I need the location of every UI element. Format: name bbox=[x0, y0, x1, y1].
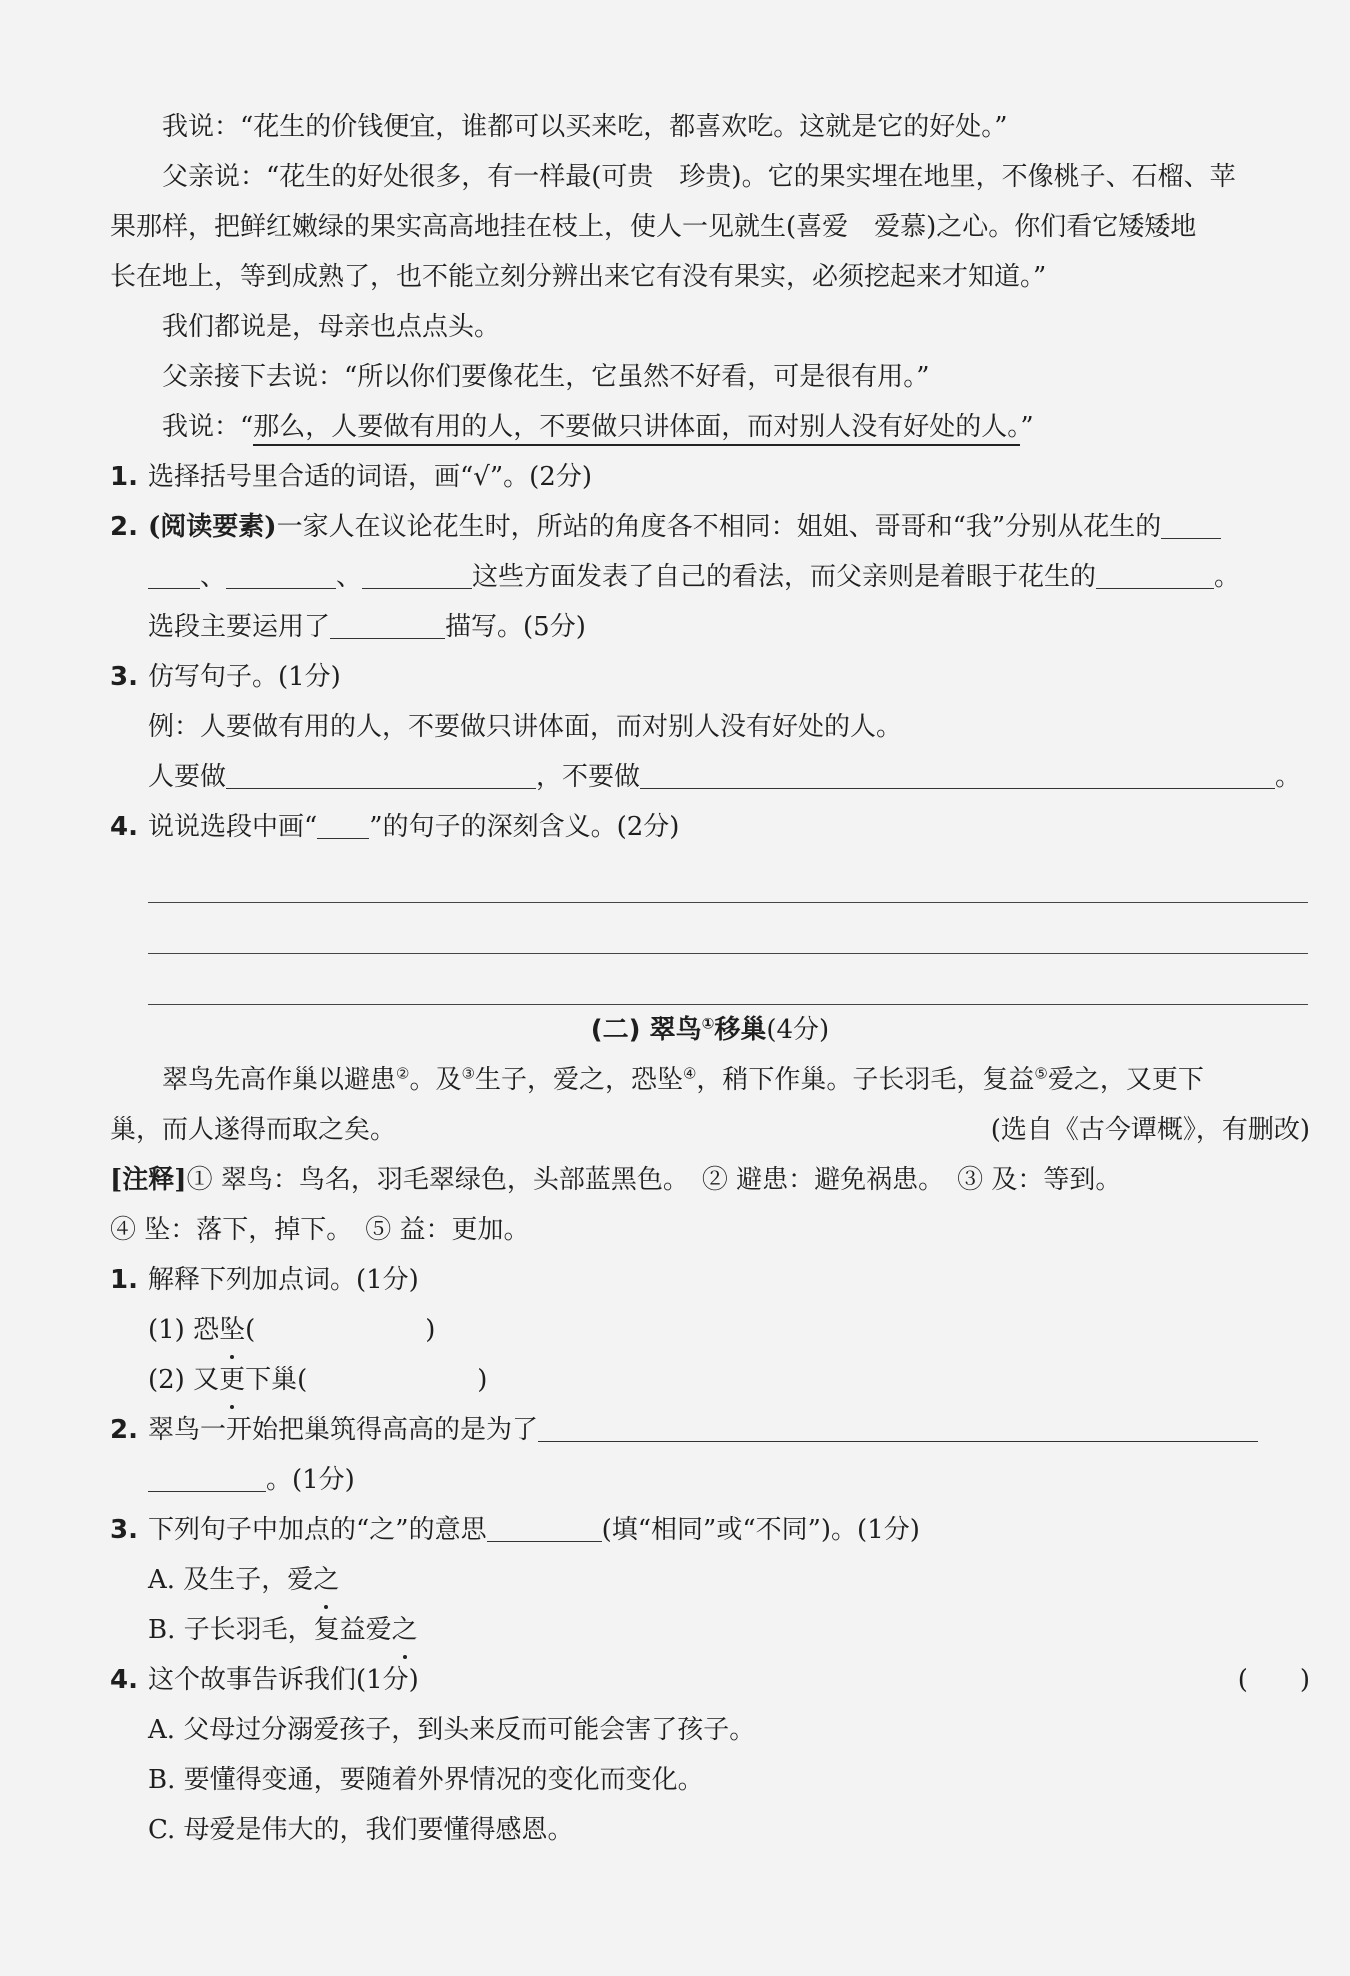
notes-label: [注释] bbox=[110, 1165, 187, 1195]
item-text: (2) 又 bbox=[148, 1365, 220, 1395]
text-segment: 爱之，又更下 bbox=[1047, 1065, 1204, 1095]
footnote-mark: ④ bbox=[682, 1064, 697, 1083]
question-2-1-b bbox=[110, 1355, 1310, 1405]
separator: 、 bbox=[336, 562, 363, 592]
classical-text-line-1 bbox=[110, 1055, 1310, 1105]
text-segment: 翠鸟先高作巢以避患 bbox=[162, 1065, 397, 1095]
answer-line[interactable] bbox=[148, 903, 1308, 954]
text-segment: 。及 bbox=[409, 1065, 462, 1095]
question-text: (填“相同”或“不同”)。(1分) bbox=[601, 1515, 920, 1545]
question-3-example: 例：人要做有用的人，不要做只讲体面，而对别人没有好处的人。 bbox=[148, 712, 903, 742]
question-number: 2. bbox=[110, 512, 138, 542]
question-text: ”的句子的深刻含义。(2分) bbox=[369, 812, 680, 842]
item-text: (1) 恐 bbox=[148, 1315, 220, 1345]
source-citation: (选自《古今谭概》，有删改) bbox=[990, 1115, 1310, 1145]
answer-blank[interactable] bbox=[226, 558, 336, 589]
answer-parentheses[interactable]: ( ) bbox=[1237, 1665, 1310, 1695]
question-2-1 bbox=[110, 1255, 1310, 1305]
dotted-word: 坠 bbox=[219, 1305, 245, 1355]
question-2-1-a bbox=[110, 1305, 1310, 1355]
passage-paragraph-5 bbox=[110, 402, 1310, 452]
answer-blank[interactable] bbox=[226, 758, 536, 789]
notes-text: ① 翠鸟：鸟名，羽毛翠绿色，头部蓝黑色。 ② 避患：避免祸患。 ③ 及：等到。 bbox=[186, 1165, 1122, 1195]
text-segment: 生子，爱之，恐坠 bbox=[474, 1065, 683, 1095]
question-text: 选段主要运用了 bbox=[148, 612, 331, 642]
fill-middle: ，不要做 bbox=[536, 762, 641, 792]
reading-element-tag: (阅读要素) bbox=[148, 512, 277, 542]
dotted-word: 更 bbox=[219, 1355, 245, 1405]
question-4 bbox=[110, 802, 1310, 852]
period: 。 bbox=[1275, 762, 1302, 792]
paren-close: ) bbox=[425, 1315, 436, 1345]
question-2-4-option-b[interactable]: B. 要懂得变通，要随着外界情况的变化而变化。 bbox=[148, 1765, 704, 1795]
question-text: 说说选段中画“ bbox=[148, 812, 318, 842]
question-text: 下列句子中加点的“之”的意思 bbox=[148, 1515, 487, 1545]
question-number: 3. bbox=[110, 662, 138, 692]
question-text: 这些方面发表了自己的看法，而父亲则是着眼于花生的 bbox=[472, 562, 1097, 592]
question-text: 一家人在议论花生时，所站的角度各不相同：姐姐、哥哥和“我”分别从花生的 bbox=[276, 512, 1162, 542]
title-text: 移巢 bbox=[714, 1015, 767, 1045]
question-2-2 bbox=[110, 1405, 1310, 1455]
answer-blank[interactable] bbox=[148, 558, 200, 589]
title-score: (4分) bbox=[766, 1015, 830, 1045]
separator: 、 bbox=[200, 562, 227, 592]
question-3-fill bbox=[110, 752, 1310, 802]
footnote-mark: ② bbox=[396, 1064, 410, 1083]
question-text: 。(1分) bbox=[266, 1465, 355, 1495]
answer-line[interactable] bbox=[148, 954, 1308, 1005]
question-text: 解释下列加点词。(1分) bbox=[148, 1265, 419, 1295]
question-number: 3. bbox=[110, 1515, 138, 1545]
notes-line-2: ④ 坠：落下，掉下。 ⑤ 益：更加。 bbox=[110, 1215, 530, 1245]
answer-blank[interactable] bbox=[362, 558, 472, 589]
question-2-3 bbox=[110, 1505, 1310, 1555]
answer-blank[interactable] bbox=[487, 1511, 602, 1542]
answer-blank[interactable] bbox=[1096, 558, 1214, 589]
footnote-mark: ⑤ bbox=[1034, 1064, 1048, 1083]
question-number: 1. bbox=[110, 1265, 138, 1295]
title-text: (二) 翠鸟 bbox=[590, 1015, 702, 1045]
passage-paragraph-3: 我们都说是，母亲也点点头。 bbox=[162, 312, 501, 342]
question-4-answer-area bbox=[110, 852, 1310, 1005]
question-text: 描写。(5分) bbox=[445, 612, 586, 642]
answer-blank[interactable] bbox=[330, 608, 445, 639]
paren-open: ( bbox=[245, 1315, 256, 1345]
passage-paragraph-2-line-2: 果那样，把鲜红嫩绿的果实高高地挂在枝上，使人一见就生(喜爱 爱慕)之心。你们看它矮矮地 bbox=[110, 212, 1197, 242]
question-text: 翠鸟一开始把巢筑得高高的是为了 bbox=[148, 1415, 539, 1445]
question-1 bbox=[110, 452, 1310, 502]
fill-prefix: 人要做 bbox=[148, 762, 227, 792]
answer-blank[interactable] bbox=[1161, 508, 1221, 539]
text-segment: 巢，而人遂得而取之矣。 bbox=[110, 1115, 397, 1145]
answer-blank[interactable] bbox=[148, 1461, 266, 1492]
passage-paragraph-2-line-3: 长在地上，等到成熟了，也不能立刻分辨出来它有没有果实，必须挖起来才知道。” bbox=[110, 262, 1047, 292]
question-2-line-2 bbox=[110, 552, 1310, 602]
question-number: 2. bbox=[110, 1415, 138, 1445]
question-2-4-option-c[interactable]: C. 母爱是伟大的，我们要懂得感恩。 bbox=[148, 1815, 574, 1845]
question-2-2-cont bbox=[110, 1455, 1310, 1505]
question-2-3-option-a bbox=[110, 1555, 1310, 1605]
answer-blank[interactable] bbox=[640, 758, 1275, 789]
notes-line-1 bbox=[110, 1155, 1310, 1205]
underlined-sentence: 那么，人要做有用的人，不要做只讲体面，而对别人没有好处的人。 bbox=[253, 412, 1020, 446]
question-2-line-1 bbox=[110, 502, 1310, 552]
p5-prefix: 我说：“ bbox=[162, 412, 254, 442]
option-text: A. 及生子，爱 bbox=[148, 1565, 314, 1595]
question-number: 4. bbox=[110, 812, 138, 842]
passage-paragraph-2-line-1: 父亲说：“花生的好处很多，有一样最(可贵 珍贵)。它的果实埋在地里，不像桃子、石榴、苹 bbox=[162, 162, 1236, 192]
underline-sample bbox=[317, 808, 369, 839]
question-text: 仿写句子。(1分) bbox=[148, 662, 341, 692]
option-text: B. 子长羽毛，复益爱 bbox=[148, 1615, 392, 1645]
question-text: 选择括号里合适的词语，画“√”。(2分) bbox=[148, 462, 592, 492]
question-number: 1. bbox=[110, 462, 138, 492]
question-text: 这个故事告诉我们(1分) bbox=[148, 1665, 419, 1695]
footnote-mark: ① bbox=[701, 1014, 715, 1033]
question-2-4-option-a[interactable]: A. 父母过分溺爱孩子，到头来反而可能会害了孩子。 bbox=[148, 1715, 756, 1745]
question-3 bbox=[110, 652, 1310, 702]
period: 。 bbox=[1214, 562, 1241, 592]
passage-paragraph-1: 我说：“花生的价钱便宜，谁都可以买来吃，都喜欢吃。这就是它的好处。” bbox=[162, 112, 1008, 142]
answer-line[interactable] bbox=[148, 852, 1308, 903]
section-2-title bbox=[110, 1005, 1310, 1055]
paren-close: ) bbox=[477, 1365, 488, 1395]
dotted-word: 之 bbox=[392, 1605, 418, 1655]
text-segment: ，稍下作巢。子长羽毛，复益 bbox=[696, 1065, 1035, 1095]
p5-suffix: ” bbox=[1020, 412, 1034, 442]
dotted-word: 之 bbox=[313, 1555, 339, 1605]
item-text: 下巢( bbox=[245, 1365, 308, 1395]
footnote-mark: ③ bbox=[461, 1064, 475, 1083]
passage-paragraph-4: 父亲接下去说：“所以你们要像花生，它虽然不好看，可是很有用。” bbox=[162, 362, 930, 392]
question-number: 4. bbox=[110, 1665, 138, 1695]
classical-text-line-2 bbox=[110, 1105, 1310, 1155]
question-2-3-option-b bbox=[110, 1605, 1310, 1655]
question-2-line-3 bbox=[110, 602, 1310, 652]
question-2-4 bbox=[110, 1655, 1310, 1705]
answer-blank[interactable] bbox=[538, 1411, 1258, 1442]
